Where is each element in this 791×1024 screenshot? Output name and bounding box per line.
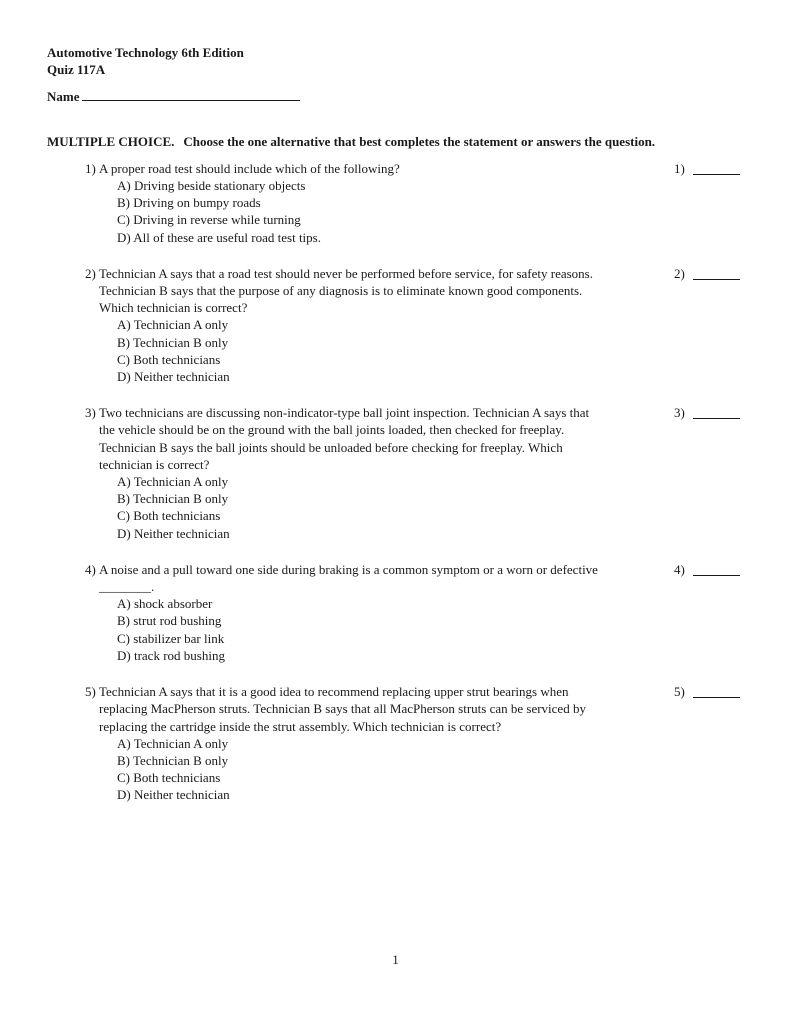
quiz-number: Quiz 117A <box>47 62 106 78</box>
option-a: A) Driving beside stationary objects <box>117 178 306 194</box>
option-b: B) strut rod bushing <box>117 613 222 629</box>
option-c: C) Both technicians <box>117 770 221 786</box>
answer-field <box>674 265 744 282</box>
option-a: A) Technician A only <box>117 735 229 751</box>
question-number: 3) <box>85 405 96 421</box>
answer-number: 4) <box>674 561 685 577</box>
option-b: B) Technician B only <box>117 334 229 350</box>
question-content <box>99 265 652 385</box>
answer-blank-line <box>693 160 740 175</box>
question-content <box>99 683 652 803</box>
question-number: 2) <box>85 265 96 281</box>
answer-field <box>674 561 744 578</box>
option-b: B) Driving on bumpy roads <box>117 195 261 211</box>
option-b: B) Technician B only <box>117 752 229 768</box>
question-2 <box>85 265 744 385</box>
answer-field <box>674 683 744 700</box>
option-list <box>117 595 652 664</box>
option-list <box>117 473 652 542</box>
option-d: D) Neither technician <box>117 369 230 385</box>
question-stem-line: ________. <box>99 579 155 595</box>
name-blank-line <box>82 87 300 101</box>
name-label: Name <box>47 89 80 105</box>
option-c: C) stabilizer bar link <box>117 630 225 646</box>
answer-number: 5) <box>674 684 685 700</box>
question-content <box>99 404 652 542</box>
option-d: D) All of these are useful road test tips. <box>117 229 321 245</box>
question-number: 1) <box>85 160 96 176</box>
question-5 <box>85 683 744 803</box>
answer-blank-line <box>693 404 740 419</box>
option-list <box>117 177 652 246</box>
question-stem-line: replacing MacPherson struts. Technician B says that all MacPherson struts can be serviced by <box>99 701 586 717</box>
option-a: A) Technician A only <box>117 317 229 333</box>
question-number: 5) <box>85 684 96 700</box>
question-stem-line: Technician A says that a road test should never be performed before service, for safety reasons. <box>99 265 593 281</box>
question-1 <box>85 160 744 246</box>
multiple-choice-heading: MULTIPLE CHOICE. <box>47 133 175 149</box>
question-stem-line: replacing the cartridge inside the strut assembly. Which technician is correct? <box>99 718 502 734</box>
question-stem-line: A noise and a pull toward one side during braking is a common symptom or a worn or defective <box>99 561 598 577</box>
multiple-choice-instruction: Choose the one alternative that best completes the statement or answers the question. <box>183 133 656 149</box>
question-content <box>99 160 652 246</box>
page-number: 1 <box>392 952 399 967</box>
answer-blank-line <box>693 265 740 280</box>
question-list <box>47 160 744 804</box>
answer-blank-line <box>693 683 740 698</box>
question-4 <box>85 561 744 664</box>
question-stem-line: Two technicians are discussing non-indicator-type ball joint inspection. Technician A says that <box>99 405 590 421</box>
question-stem-line: Technician B says the ball joints should be unloaded before checking for freeplay. Which <box>99 439 563 455</box>
option-b: B) Technician B only <box>117 491 229 507</box>
answer-number: 2) <box>674 265 685 281</box>
option-list <box>117 735 652 804</box>
question-stem-line: Which technician is correct? <box>99 300 248 316</box>
name-row <box>47 87 744 105</box>
answer-number: 1) <box>674 160 685 176</box>
question-stem-line: technician is correct? <box>99 456 210 472</box>
section-instructions <box>47 133 744 150</box>
option-a: A) Technician A only <box>117 474 229 490</box>
answer-field <box>674 160 744 177</box>
question-3 <box>85 404 744 542</box>
question-stem-line: Technician B says that the purpose of any diagnosis is to eliminate known good components. <box>99 283 583 299</box>
option-d: D) Neither technician <box>117 787 230 803</box>
answer-blank-line <box>693 561 740 576</box>
option-c: C) Driving in reverse while turning <box>117 212 301 228</box>
option-d: D) track rod bushing <box>117 647 225 663</box>
option-c: C) Both technicians <box>117 351 221 367</box>
answer-field <box>674 404 744 421</box>
option-d: D) Neither technician <box>117 525 230 541</box>
answer-number: 3) <box>674 405 685 421</box>
question-number: 4) <box>85 561 96 577</box>
question-stem-line: A proper road test should include which of the following? <box>99 160 400 176</box>
option-c: C) Both technicians <box>117 508 221 524</box>
question-stem-line: Technician A says that it is a good idea to recommend replacing upper strut bearings when <box>99 684 569 700</box>
question-content <box>99 561 652 664</box>
document-title: Automotive Technology 6th Edition <box>47 45 244 60</box>
option-list <box>117 316 652 385</box>
option-a: A) shock absorber <box>117 596 213 612</box>
question-stem-line: the vehicle should be on the ground with the ball joints loaded, then checked for freeplay. <box>99 422 565 438</box>
